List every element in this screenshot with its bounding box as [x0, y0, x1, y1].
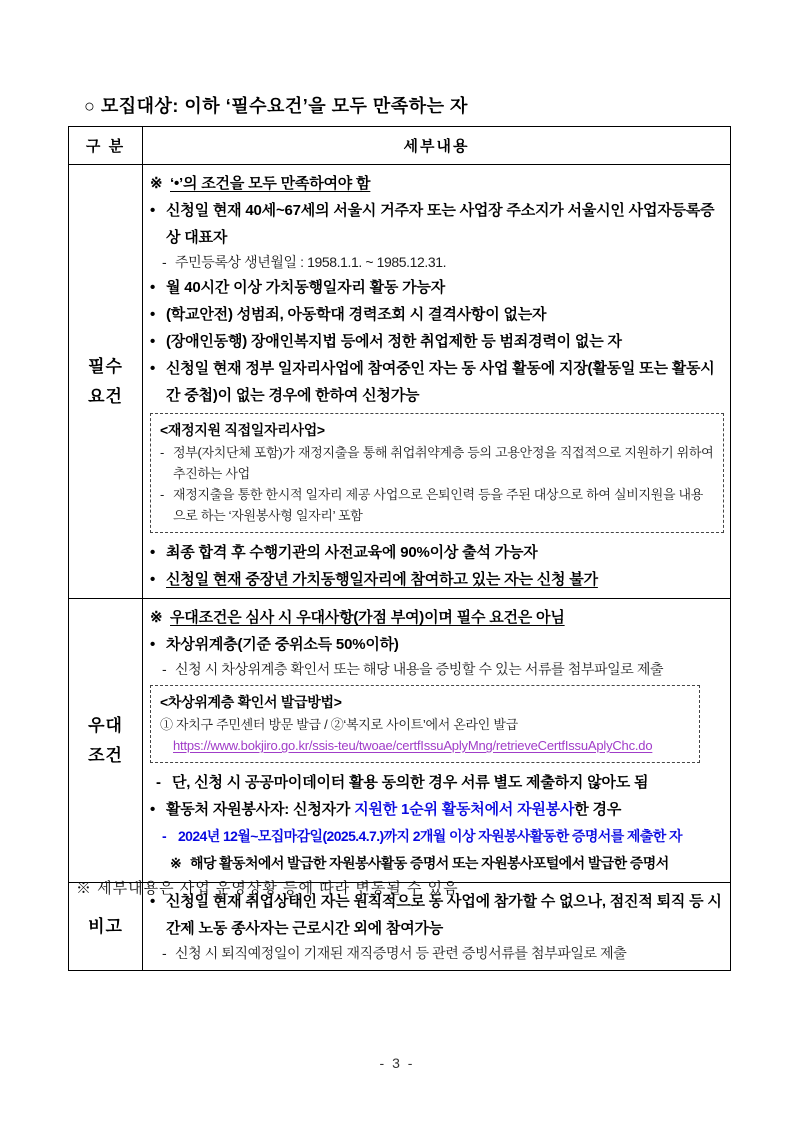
- info-box-direct-job-program: [150, 413, 724, 533]
- header-category: 구 분: [69, 127, 143, 165]
- bullet-line: • 월 40시간 이상 가치동행일자리 활동 가능자: [150, 274, 726, 301]
- table-header-row: [69, 127, 731, 165]
- bullet-icon: •: [150, 801, 156, 818]
- box-text-line: ① 자치구 주민센터 방문 발급 / ②‘복지로 사이트’에서 온라인 발급: [160, 717, 518, 732]
- dash-line-volunteer-period: - 2024년 12월~모집마감일(2025.4.7.)까지 2개월 이상 자원봉사활동한 증명서를 제출한 자: [162, 823, 726, 850]
- dash-mark: -: [160, 445, 165, 460]
- bullet-line: • (장애인동행) 장애인복지법 등에서 정한 취업제한 등 범죄경력이 없는 자: [150, 328, 726, 355]
- dash-mark: -: [162, 828, 167, 844]
- bullet-icon: •: [150, 360, 156, 377]
- header-detail: 세부내용: [143, 127, 731, 165]
- info-box-title: <재정지원 직접일자리사업>: [160, 422, 325, 438]
- note-mark: ※: [170, 855, 182, 871]
- bullet-line: [150, 796, 726, 823]
- bullet-icon: •: [150, 893, 156, 910]
- bullet-line: • 신청일 현재 정부 일자리사업에 참여중인 자는 동 사업 활동에 지장(활동일 또는 활동시간 중첩)이 없는 경우에 한하여 신청가능: [150, 355, 726, 409]
- info-box-certificate-issue: [150, 685, 700, 763]
- dash-mark: -: [162, 661, 167, 677]
- note-line: ※ 우대조건은 심사 시 우대사항(가점 부여)이며 필수 요건은 아님: [150, 604, 726, 631]
- volunteer-highlight: 지원한 1순위 활동처에서 자원봉사: [354, 801, 575, 818]
- row-label-preferred: 우대 조건: [69, 599, 143, 883]
- bullet-line: • 신청일 현재 중장년 가치동행일자리에 참여하고 있는 자는 신청 불가: [150, 566, 726, 593]
- bullet-line: • (학교안전) 성범죄, 아동학대 경력조회 시 결격사항이 없는자: [150, 301, 726, 328]
- dash-mark: -: [162, 254, 167, 270]
- dash-line: - 재정지출을 통한 한시적 일자리 제공 사업으로 은퇴인력 등을 주된 대상으로 하여 실비지원을 내용으로 하는 ‘자원봉사형 일자리’ 포함: [160, 484, 714, 526]
- preferred-content: [150, 604, 726, 877]
- dash-line: - 정부(자치단체 포함)가 재정지출을 통해 취업취약계층 등의 고용안정을 직접적으로 지원하기 위하여 추진하는 사업: [160, 442, 714, 484]
- bullet-icon: •: [150, 333, 156, 350]
- bullet-icon: •: [150, 636, 156, 653]
- bullet-line: • 최종 합격 후 수행기관의 사전교육에 90%이상 출석 가능자: [150, 539, 726, 566]
- note-mark: ※: [150, 175, 163, 192]
- bullet-icon: •: [150, 279, 156, 296]
- bullet-icon: •: [150, 202, 156, 219]
- dash-mark: -: [160, 487, 165, 502]
- volunteer-suffix: 한 경우: [574, 801, 622, 818]
- note-line: ※ 해당 활동처에서 발급한 자원봉사활동 증명서 또는 자원봉사포털에서 발급한 증명서: [170, 850, 726, 877]
- required-content: [150, 170, 726, 593]
- dash-line: - 단, 신청 시 공공마이데이터 활용 동의한 경우 서류 별도 제출하지 않아도 됨: [156, 769, 726, 796]
- dash-mark: -: [156, 774, 161, 791]
- remarks-content: [150, 888, 726, 965]
- dash-line: - 신청 시 차상위계층 확인서 또는 해당 내용을 증빙할 수 있는 서류를 첨부파일로 제출: [162, 658, 726, 681]
- row-label-remarks: 비고: [69, 883, 143, 971]
- row-label-required: 필수 요건: [69, 165, 143, 599]
- bokjiro-link[interactable]: https://www.bokjiro.go.kr/ssis-teu/twoae/certfIssuAplyMng/retrieveCertfIssuAplyChc.do: [173, 738, 653, 753]
- note-line: ※ ‘•’의 조건을 모두 만족하여야 함: [150, 170, 726, 197]
- bullet-line: • 신청일 현재 취업상태인 자는 원칙적으로 동 사업에 참가할 수 없으나, 점진적 퇴직 등 시간제 노동 종사자는 근로시간 외에 참여가능: [150, 888, 726, 942]
- footer-note: ※ 세부내용은 사업 운영상황 등에 따라 변동될 수 있음: [76, 880, 459, 897]
- table-row-preferred: [69, 599, 731, 883]
- table-row-required: [69, 165, 731, 599]
- dash-line: - 신청 시 퇴직예정일이 기재된 재직증명서 등 관련 증빙서류를 첨부파일로 제출: [162, 942, 726, 965]
- bullet-line: • 차상위계층(기준 중위소득 50%이하): [150, 631, 726, 658]
- recruitment-requirements-table: [68, 126, 731, 971]
- note-mark: ※: [150, 609, 163, 626]
- bullet-icon: •: [150, 571, 156, 588]
- bullet-line: • 신청일 현재 40세~67세의 서울시 거주자 또는 사업장 주소지가 서울시인 사업자등록증 상 대표자: [150, 197, 726, 251]
- bullet-icon: •: [150, 306, 156, 323]
- volunteer-prefix: 활동처 자원봉사자: 신청자가: [166, 801, 355, 818]
- dash-mark: -: [162, 945, 167, 961]
- page-title: ○ 모집대상: 이하 ‘필수요건’을 모두 만족하는 자: [84, 96, 468, 116]
- page-number: - 3 -: [379, 1055, 415, 1071]
- bullet-icon: •: [150, 544, 156, 561]
- dash-line: - 주민등록상 생년월일 : 1958.1.1. ~ 1985.12.31.: [162, 251, 726, 274]
- info-box-title: <차상위계층 확인서 발급방법>: [160, 694, 342, 710]
